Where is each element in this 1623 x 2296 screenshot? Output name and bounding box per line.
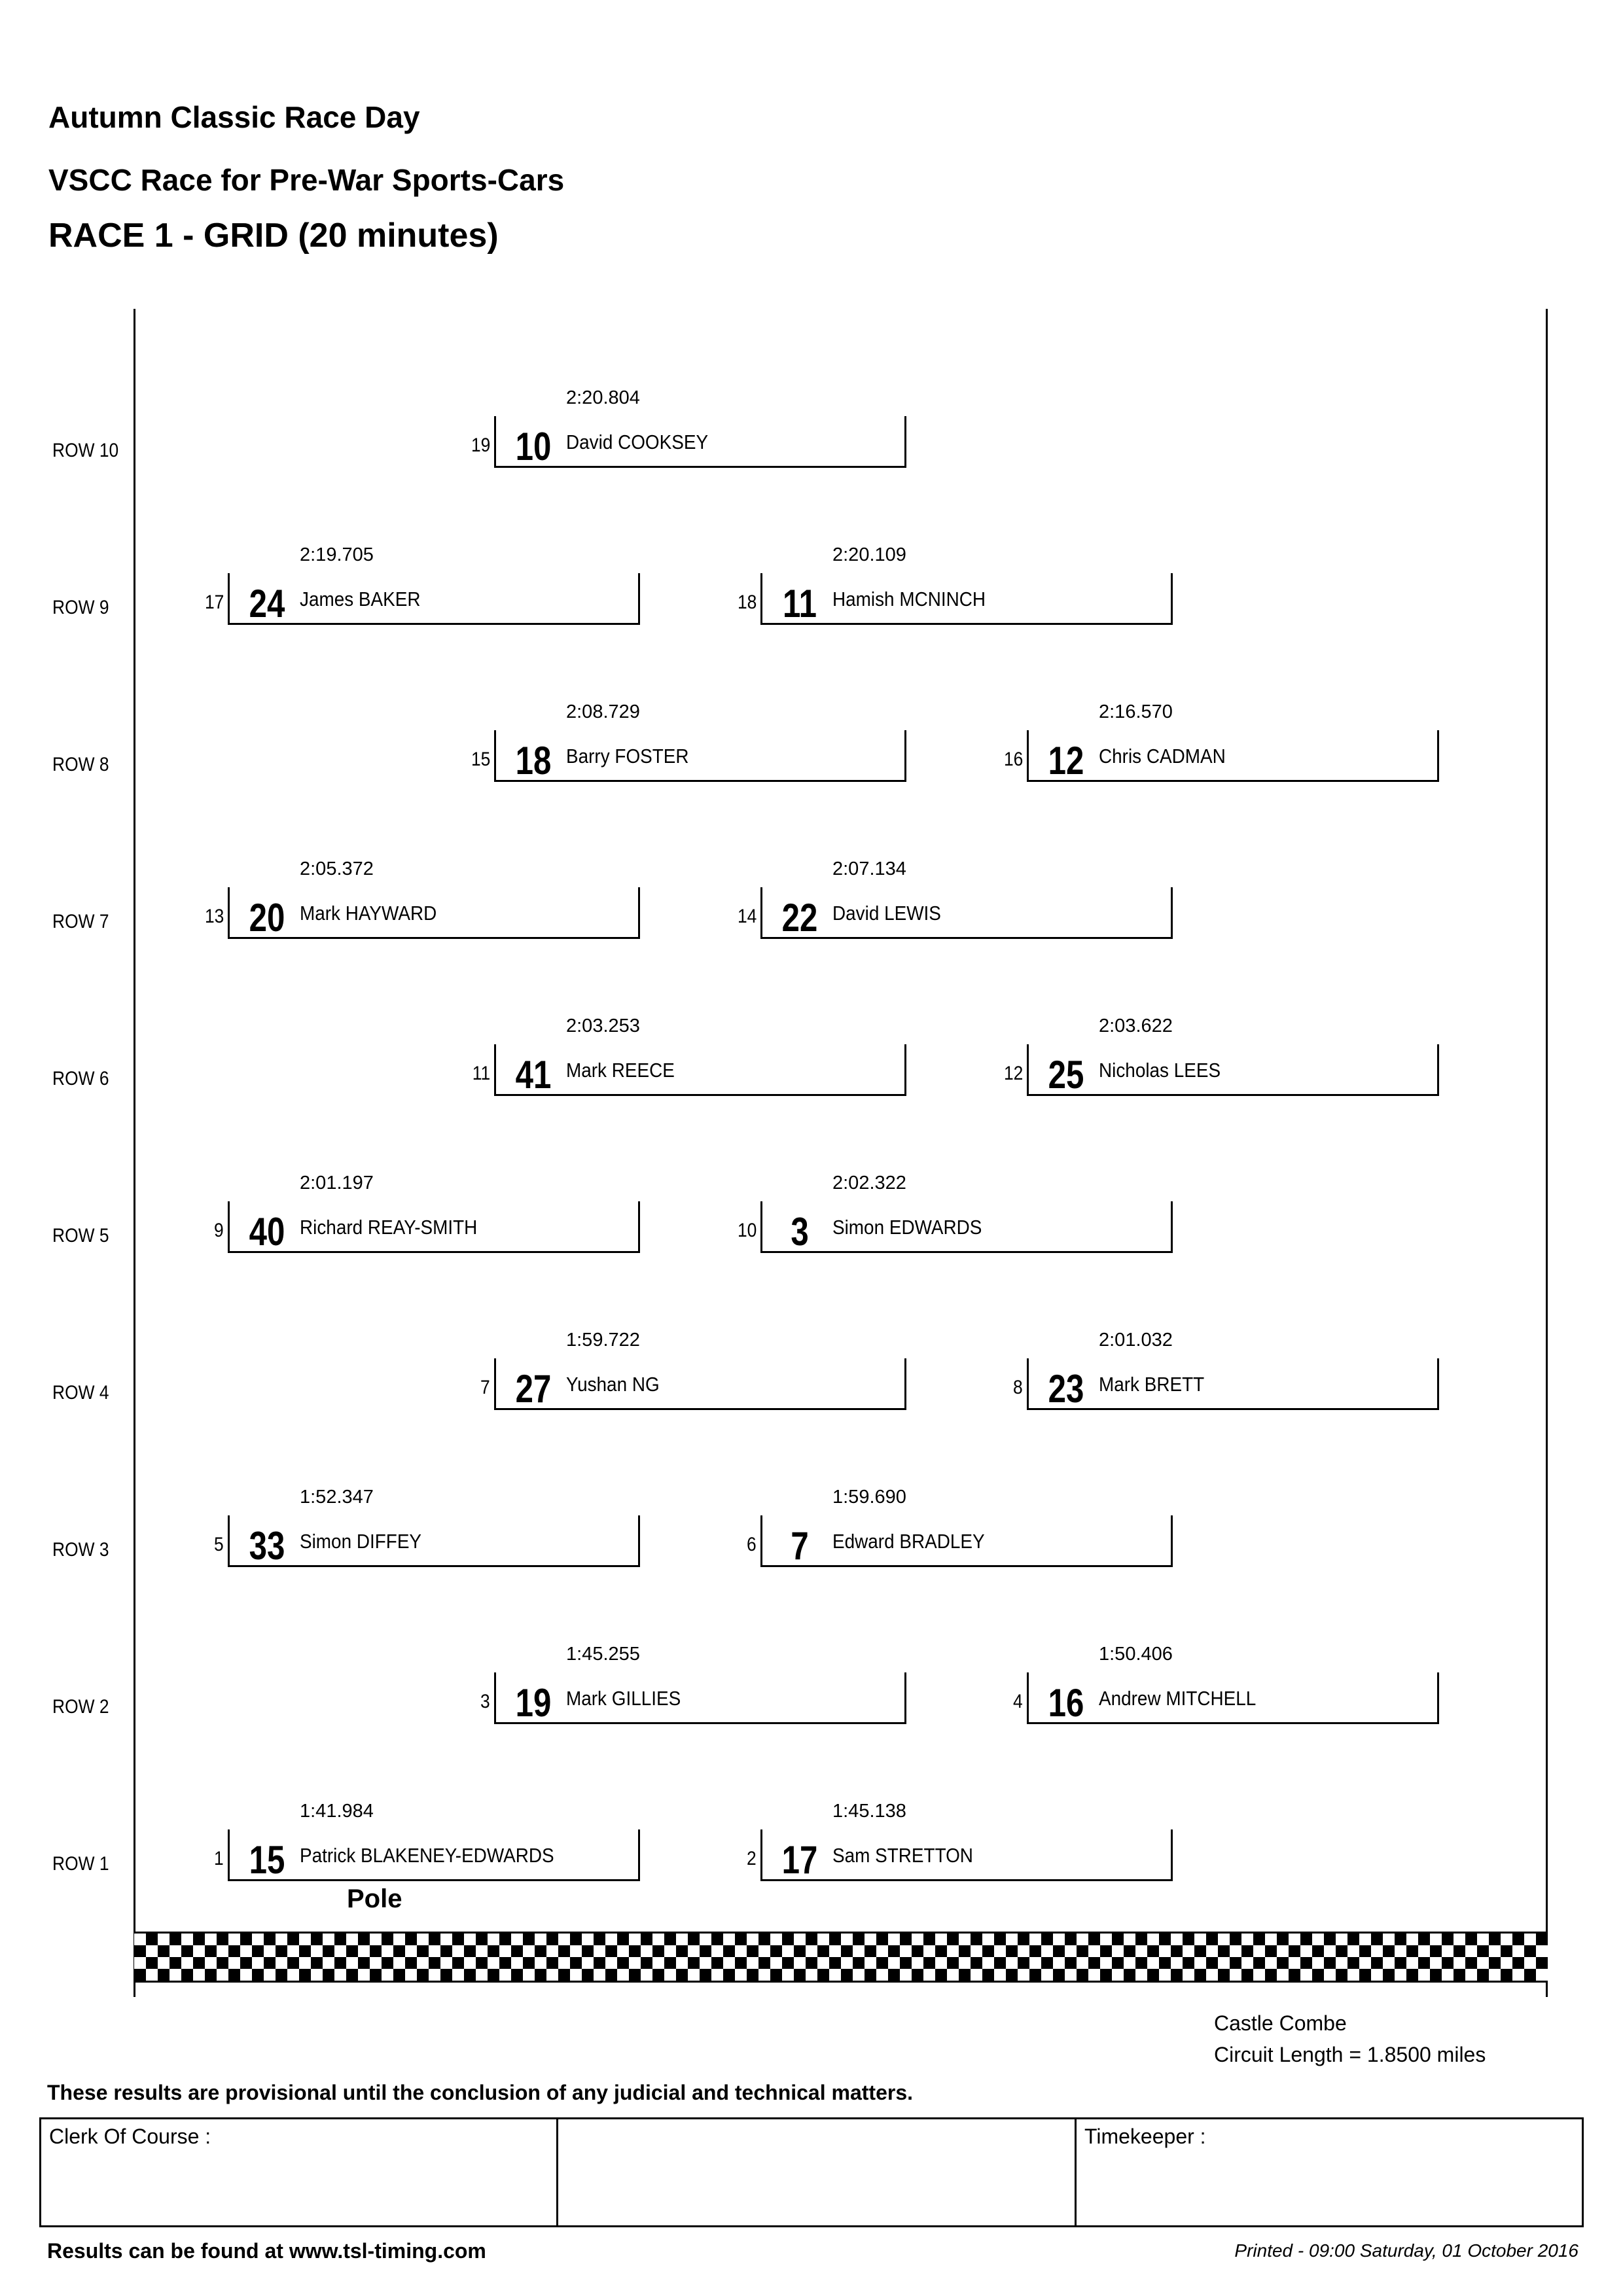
grid-position: 14 bbox=[737, 906, 757, 927]
driver-name: Simon EDWARDS bbox=[832, 1216, 982, 1239]
grid-slot bbox=[747, 1801, 1173, 1882]
grid-position: 17 bbox=[204, 592, 224, 613]
circuit-length: Circuit Length = 1.8500 miles bbox=[1214, 2043, 1486, 2066]
grid-position: 16 bbox=[1003, 749, 1023, 770]
clerk-of-course-cell bbox=[41, 2119, 558, 2225]
lap-time: 2:03.253 bbox=[566, 1016, 640, 1036]
grid-slot bbox=[1003, 1016, 1439, 1097]
car-number: 17 bbox=[781, 1838, 818, 1882]
grid-position: 18 bbox=[737, 592, 757, 613]
timekeeper-label: Timekeeper : bbox=[1084, 2125, 1206, 2148]
lap-time: 1:45.255 bbox=[566, 1644, 640, 1665]
car-number: 3 bbox=[791, 1210, 809, 1254]
grid-slot bbox=[471, 387, 906, 468]
row-label: ROW 10 bbox=[52, 440, 119, 461]
grid-slot bbox=[214, 1487, 640, 1568]
checkered-start-line bbox=[134, 1932, 1548, 1983]
car-number: 40 bbox=[249, 1210, 285, 1254]
row-label: ROW 7 bbox=[52, 911, 109, 932]
grid-slot bbox=[1013, 1644, 1439, 1725]
lap-time: 2:05.372 bbox=[300, 858, 374, 879]
grid-slot bbox=[1013, 1330, 1439, 1411]
grid-position: 7 bbox=[480, 1377, 490, 1398]
grid-slot bbox=[737, 858, 1173, 940]
driver-name: Mark BRETT bbox=[1099, 1373, 1205, 1396]
grid-slot bbox=[480, 1644, 906, 1725]
grid-position: 1 bbox=[214, 1848, 224, 1869]
grid-position: 4 bbox=[1013, 1691, 1023, 1712]
lap-time: 2:08.729 bbox=[566, 701, 640, 722]
session-title: RACE 1 - GRID (20 minutes) bbox=[48, 217, 499, 255]
car-number: 24 bbox=[249, 582, 285, 626]
grid-position: 2 bbox=[747, 1848, 757, 1869]
provisional-disclaimer: These results are provisional until the conclusion of any judicial and technical matters. bbox=[47, 2081, 913, 2104]
grid-left-border bbox=[134, 309, 135, 1997]
driver-name: Yushan NG bbox=[566, 1373, 660, 1396]
race-name: VSCC Race for Pre-War Sports-Cars bbox=[48, 163, 565, 197]
driver-name: Chris CADMAN bbox=[1099, 745, 1226, 768]
lap-time: 2:01.032 bbox=[1099, 1330, 1173, 1351]
row-label: ROW 4 bbox=[52, 1382, 109, 1404]
row-label: ROW 6 bbox=[52, 1068, 109, 1089]
lap-time: 2:01.197 bbox=[300, 1173, 374, 1193]
driver-name: David COOKSEY bbox=[566, 431, 709, 453]
grid-position: 10 bbox=[737, 1220, 757, 1241]
driver-name: James BAKER bbox=[300, 588, 421, 610]
lap-time: 2:19.705 bbox=[300, 544, 374, 565]
grid-slot bbox=[1003, 701, 1439, 783]
row-label: ROW 9 bbox=[52, 597, 109, 618]
car-number: 33 bbox=[249, 1524, 285, 1568]
circuit-name: Castle Combe bbox=[1214, 2011, 1347, 2035]
grid-position: 13 bbox=[204, 906, 224, 927]
grid-slot bbox=[747, 1487, 1173, 1568]
grid-position: 5 bbox=[214, 1534, 224, 1555]
lap-time: 2:20.804 bbox=[566, 387, 640, 408]
grid-slot bbox=[480, 1330, 906, 1411]
driver-name: David LEWIS bbox=[832, 902, 941, 925]
driver-name: Simon DIFFEY bbox=[300, 1530, 422, 1553]
grid-slot bbox=[472, 1016, 906, 1097]
grid-slot bbox=[204, 858, 640, 940]
signature-table bbox=[39, 2117, 1584, 2227]
clerk-of-course-label: Clerk Of Course : bbox=[49, 2125, 211, 2148]
car-number: 15 bbox=[249, 1838, 285, 1882]
results-url: Results can be found at www.tsl-timing.com bbox=[47, 2239, 486, 2263]
blank-signature-cell bbox=[558, 2119, 1077, 2225]
grid-right-border bbox=[1546, 309, 1548, 1997]
lap-time: 1:59.722 bbox=[566, 1330, 640, 1351]
grid-position: 15 bbox=[471, 749, 490, 770]
grid-position: 6 bbox=[747, 1534, 757, 1555]
driver-name: Sam STRETTON bbox=[832, 1844, 973, 1867]
driver-name: Mark GILLIES bbox=[566, 1687, 681, 1710]
car-number: 12 bbox=[1048, 739, 1084, 783]
lap-time: 2:20.109 bbox=[832, 544, 906, 565]
printed-timestamp: Printed - 09:00 Saturday, 01 October 2016 bbox=[1234, 2240, 1578, 2261]
lap-time: 2:03.622 bbox=[1099, 1016, 1173, 1036]
lap-time: 1:41.984 bbox=[300, 1801, 374, 1822]
lap-time: 1:50.406 bbox=[1099, 1644, 1173, 1665]
car-number: 41 bbox=[515, 1053, 552, 1097]
driver-name: Richard REAY-SMITH bbox=[300, 1216, 478, 1239]
driver-name: Edward BRADLEY bbox=[832, 1530, 985, 1553]
car-number: 20 bbox=[249, 896, 285, 940]
car-number: 25 bbox=[1048, 1053, 1084, 1097]
grid-position: 9 bbox=[214, 1220, 224, 1241]
driver-name: Nicholas LEES bbox=[1099, 1059, 1221, 1082]
grid-slot bbox=[214, 1173, 640, 1254]
pole-label: Pole bbox=[347, 1884, 402, 1913]
lap-time: 1:59.690 bbox=[832, 1487, 906, 1508]
car-number: 7 bbox=[791, 1524, 809, 1568]
grid-position: 11 bbox=[472, 1063, 490, 1084]
row-label: ROW 5 bbox=[52, 1225, 109, 1246]
car-number: 27 bbox=[515, 1367, 552, 1411]
timekeeper-cell bbox=[1077, 2119, 1580, 2225]
lap-time: 1:45.138 bbox=[832, 1801, 906, 1822]
car-number: 11 bbox=[782, 582, 817, 626]
driver-name: Mark REECE bbox=[566, 1059, 675, 1082]
driver-name: Andrew MITCHELL bbox=[1099, 1687, 1257, 1710]
grid-slot-pole bbox=[214, 1801, 640, 1882]
row-label: ROW 1 bbox=[52, 1853, 109, 1875]
grid-position: 3 bbox=[480, 1691, 490, 1712]
driver-name: Barry FOSTER bbox=[566, 745, 689, 768]
grid-slot bbox=[737, 544, 1173, 626]
driver-name: Patrick BLAKENEY-EDWARDS bbox=[300, 1844, 554, 1867]
lap-time: 2:07.134 bbox=[832, 858, 906, 879]
lap-time: 1:52.347 bbox=[300, 1487, 374, 1508]
event-title: Autumn Classic Race Day bbox=[48, 100, 420, 134]
grid-position: 19 bbox=[471, 434, 490, 456]
car-number: 22 bbox=[781, 896, 818, 940]
row-label: ROW 3 bbox=[52, 1539, 109, 1561]
car-number: 23 bbox=[1048, 1367, 1084, 1411]
grid-position: 12 bbox=[1003, 1063, 1023, 1084]
car-number: 10 bbox=[515, 425, 552, 468]
driver-name: Hamish MCNINCH bbox=[832, 588, 986, 610]
grid-slot bbox=[471, 701, 906, 783]
grid-slot bbox=[204, 544, 640, 626]
car-number: 18 bbox=[515, 739, 552, 783]
car-number: 16 bbox=[1048, 1681, 1084, 1725]
grid-position: 8 bbox=[1013, 1377, 1023, 1398]
grid-slot bbox=[737, 1173, 1173, 1254]
lap-time: 2:16.570 bbox=[1099, 701, 1173, 722]
row-label: ROW 2 bbox=[52, 1696, 109, 1718]
car-number: 19 bbox=[515, 1681, 552, 1725]
driver-name: Mark HAYWARD bbox=[300, 902, 437, 925]
row-label: ROW 8 bbox=[52, 754, 109, 775]
lap-time: 2:02.322 bbox=[832, 1173, 906, 1193]
